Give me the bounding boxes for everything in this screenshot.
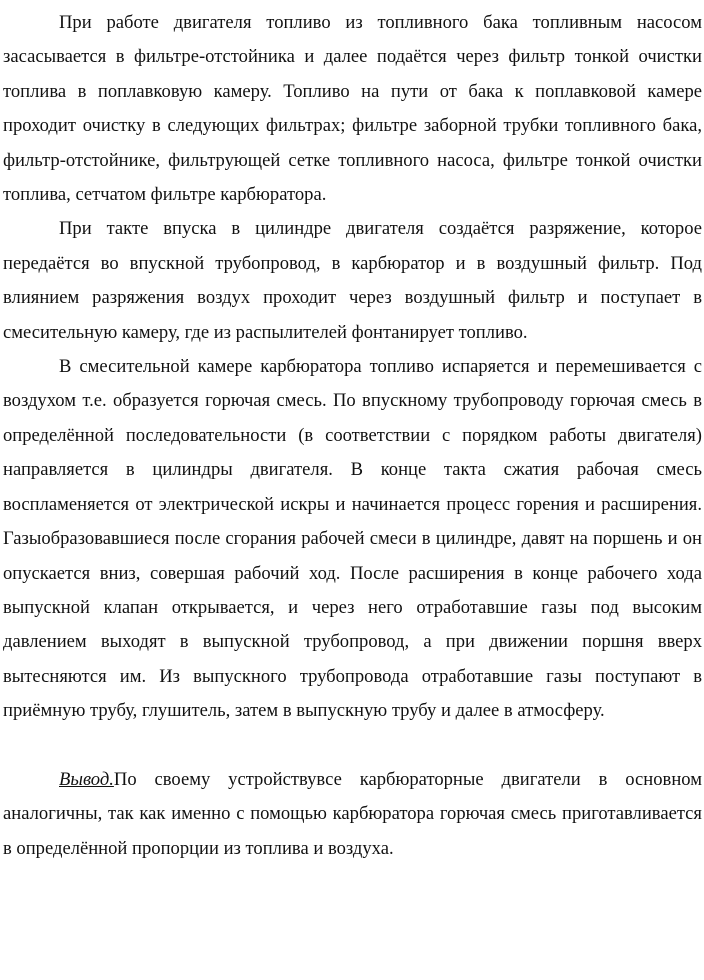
blank-line bbox=[3, 729, 702, 763]
paragraph-conclusion bbox=[3, 763, 702, 866]
paragraph-fuel-system: При работе двигателя топливо из топливного бака топливным насосом засасывается в фильтре-отстойника и далее подаётся через фильтр тонкой очистки топлива в поплавковую камеру. Топливо на пути от бака к поплавковой камере проходит очистку в следующих фильтрах; фильтре заборной трубки топливного бака, фильтр-отстойнике, фильтрующей сетке топливного насоса, фильтре тонкой очистки топлива, сетчатом фильтре карбюратора. bbox=[3, 12, 702, 206]
conclusion-text: По своему устройствувсе карбюраторные двигатели в основном аналогичны, так как именно с помощью карбюратора горючая смесь приготавливается в определённой пропорции из топлива и воздуха. bbox=[3, 768, 702, 859]
conclusion-label: Вывод. bbox=[59, 768, 114, 790]
paragraph-combustion: В смесительной камере карбюратора топливо испаряется и перемешивается с воздухом т.е. образуется горючая смесь. По впускному трубопроводу горючая смесь в определённой последовательности (в соответствии с порядком работы двигателя) направляется в цилиндры двигателя. В конце такта сжатия рабочая смесь воспламеняется от электрической искры и начинается процесс горения и расширения. Газыобразовавшиеся после сгорания рабочей смеси в цилиндре, давят на поршень и он опускается вниз, совершая рабочий ход. После расширения в конце рабочего хода выпускной клапан открывается, и через него отработавшие газы под высоким давлением выходят в выпускной трубопровод, а при движении поршня вверх вытесняются им. Из выпускного трубопровода отработавшие газы поступают в приёмную трубу, глушитель, затем в выпускную трубу и далее в атмосферу. bbox=[3, 356, 702, 722]
paragraph-intake-stroke: При такте впуска в цилиндре двигателя создаётся разряжение, которое передаётся во впускной трубопровод, в карбюратор и в воздушный фильтр. Под влиянием разряжения воздух проходит через воздушный фильтр и поступает в смесительную камеру, где из распылителей фонтанирует топливо. bbox=[3, 218, 702, 343]
